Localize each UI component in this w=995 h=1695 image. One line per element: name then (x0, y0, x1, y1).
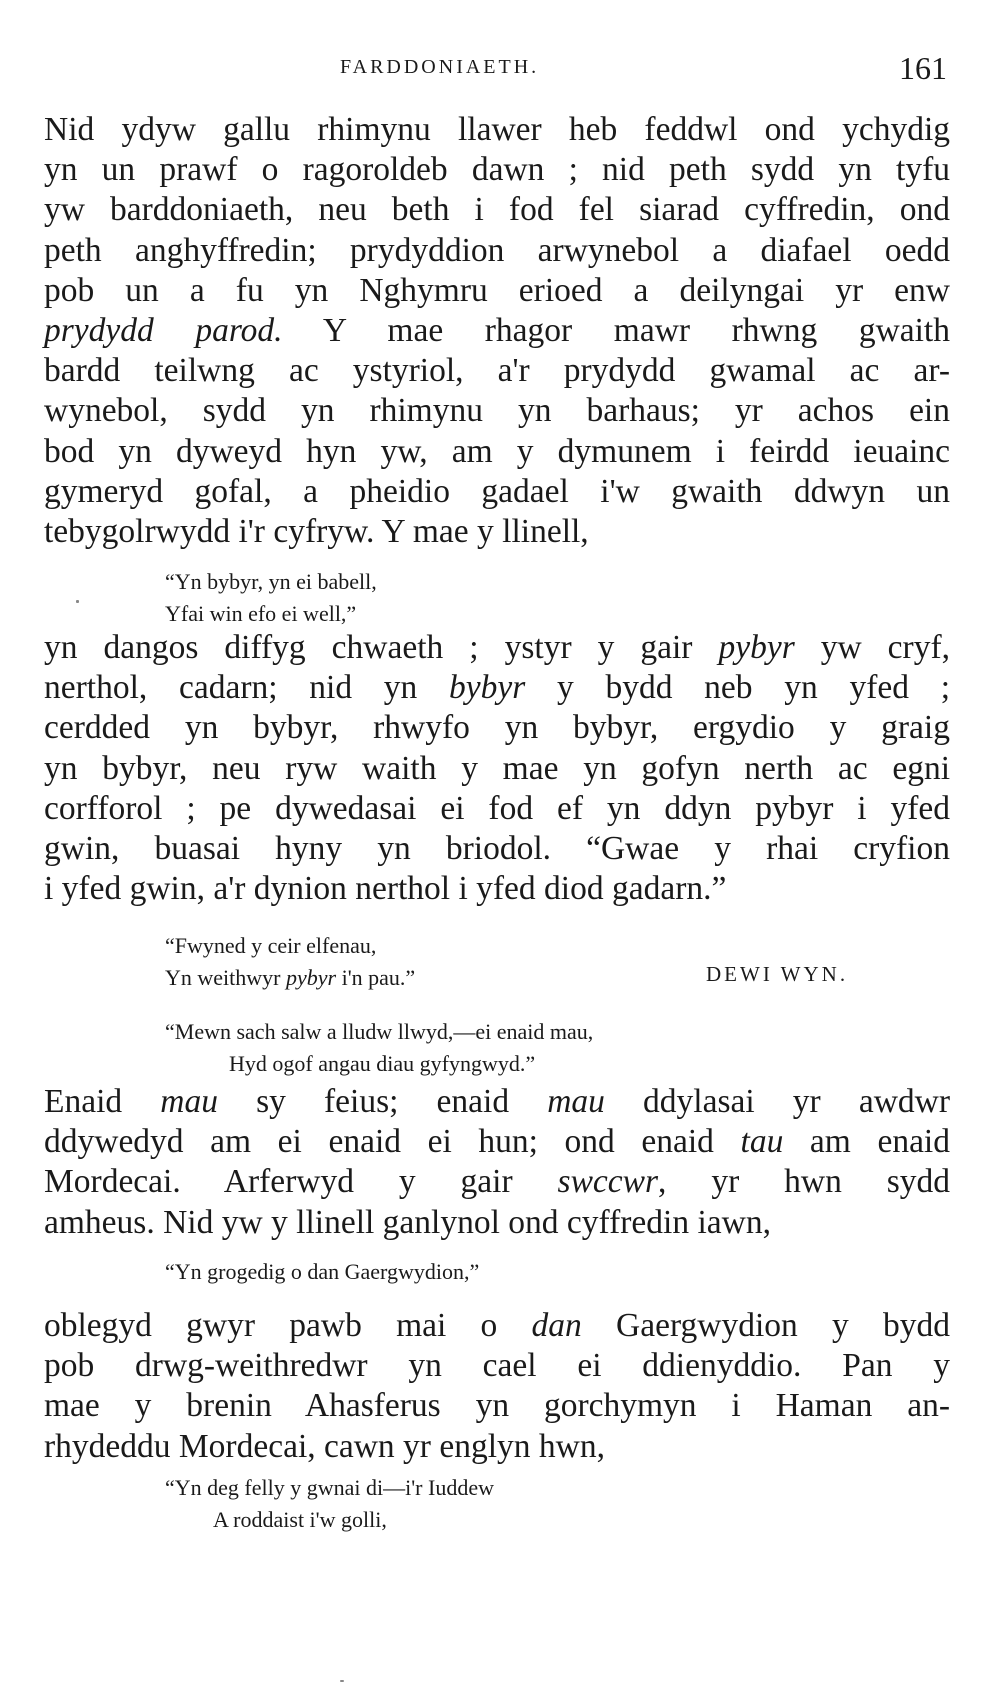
paragraph-3 (44, 1082, 950, 1243)
print-speck (340, 1680, 344, 1682)
text-line: bardd teilwng ac ystyriol, a'r prydydd gwamal ac ar- (44, 352, 950, 390)
verse-quote-4 (165, 1256, 479, 1288)
verse-line: “Yn grogedig o dan Gaergwydion,” (165, 1259, 480, 1284)
verse-line: “Yn deg felly y gwnai di—i'r Iuddew (165, 1475, 494, 1500)
verse-quote-1 (165, 566, 377, 630)
text-line: prydydd parod. Y mae rhagor mawr rhwng gwaith (44, 312, 950, 350)
text-line: gwin, buasai hyny yn briodol. “Gwae y rhai cryfion (44, 830, 950, 868)
text-line: ddywedyd am ei enaid ei hun; ond enaid tau am enaid (44, 1123, 950, 1161)
verse-quote-3 (165, 1016, 593, 1080)
text-line: yn un prawf o ragoroldeb dawn ; nid peth sydd yn tyfu (44, 151, 950, 189)
running-head (0, 50, 995, 90)
print-speck (76, 600, 79, 603)
text-line: yn bybyr, neu ryw waith y mae yn gofyn nerth ac egni (44, 749, 950, 787)
verse-line: Yfai win efo ei well,” (165, 601, 357, 626)
text-line: peth anghyffredin; prydyddion arwynebol a diafael oedd (44, 231, 950, 269)
text-line: rhydeddu Mordecai, cawn yr englyn hwn, (44, 1427, 605, 1465)
text-line: pob drwg-weithredwr yn cael ei ddienyddio. Pan y (44, 1347, 950, 1385)
text-line: bod yn dyweyd hyn yw, am y dymunem i feirdd ieuainc (44, 432, 950, 470)
verse-line: “Fwyned y ceir elfenau, (165, 933, 377, 958)
text-line: wynebol, sydd yn rhimynu yn barhaus; yr achos ein (44, 392, 950, 430)
paragraph-1 (44, 110, 950, 552)
text-line: mae y brenin Ahasferus yn gorchymyn i Haman an- (44, 1387, 950, 1425)
verse-line: A roddaist i'w golli, (213, 1507, 387, 1532)
text-line: pob un a fu yn Nghymru erioed a deilyngai yr enw (44, 271, 950, 309)
text-line: i yfed gwin, a'r dynion nerthol i yfed diod gadarn.” (44, 870, 727, 908)
verse-line: Yn weithwyr pybyr i'n pau.” (165, 965, 416, 990)
verse-attribution: DEWI WYN. (706, 962, 849, 986)
page-number: 161 (899, 50, 947, 86)
text-line: cerdded yn bybyr, rhwyfo yn bybyr, ergydio y graig (44, 709, 950, 747)
text-line: gymeryd gofal, a pheidio gadael i'w gwaith ddwyn un (44, 472, 950, 510)
text-line: nerthol, cadarn; nid yn bybyr y bydd neb yn yfed ; (44, 669, 950, 707)
verse-line: “Yn bybyr, yn ei babell, (165, 569, 377, 594)
paragraph-4 (44, 1306, 950, 1467)
paragraph-2 (44, 628, 950, 909)
text-line: Nid ydyw gallu rhimynu llawer heb feddwl ond ychydig (44, 111, 950, 148)
verse-line: “Mewn sach salw a lludw llwyd,—ei enaid mau, (165, 1019, 594, 1044)
text-line: Mordecai. Arferwyd y gair swccwr, yr hwn sydd (44, 1163, 951, 1201)
running-title: FARDDONIAETH. (340, 56, 540, 78)
text-line: Enaid mau sy feius; enaid mau ddylasai yr awdwr (44, 1083, 950, 1120)
text-line: corfforol ; pe dywedasai ei fod ef yn ddyn pybyr i yfed (44, 789, 950, 827)
verse-quote-5 (165, 1472, 494, 1536)
text-line: oblegyd gwyr pawb mai o dan Gaergwydion y bydd (44, 1307, 950, 1344)
text-line: yn dangos diffyg chwaeth ; ystyr y gair pybyr yw cryf, (44, 629, 950, 666)
text-line: amheus. Nid yw y llinell ganlynol ond cyffredin iawn, (44, 1203, 771, 1241)
text-line: yw barddoniaeth, neu beth i fod fel siarad cyffredin, ond (44, 191, 950, 229)
verse-line: Hyd ogof angau diau gyfyngwyd.” (229, 1051, 536, 1076)
verse-quote-2 (165, 930, 415, 994)
text-line: tebygolrwydd i'r cyfryw. Y mae y llinell, (44, 513, 589, 551)
